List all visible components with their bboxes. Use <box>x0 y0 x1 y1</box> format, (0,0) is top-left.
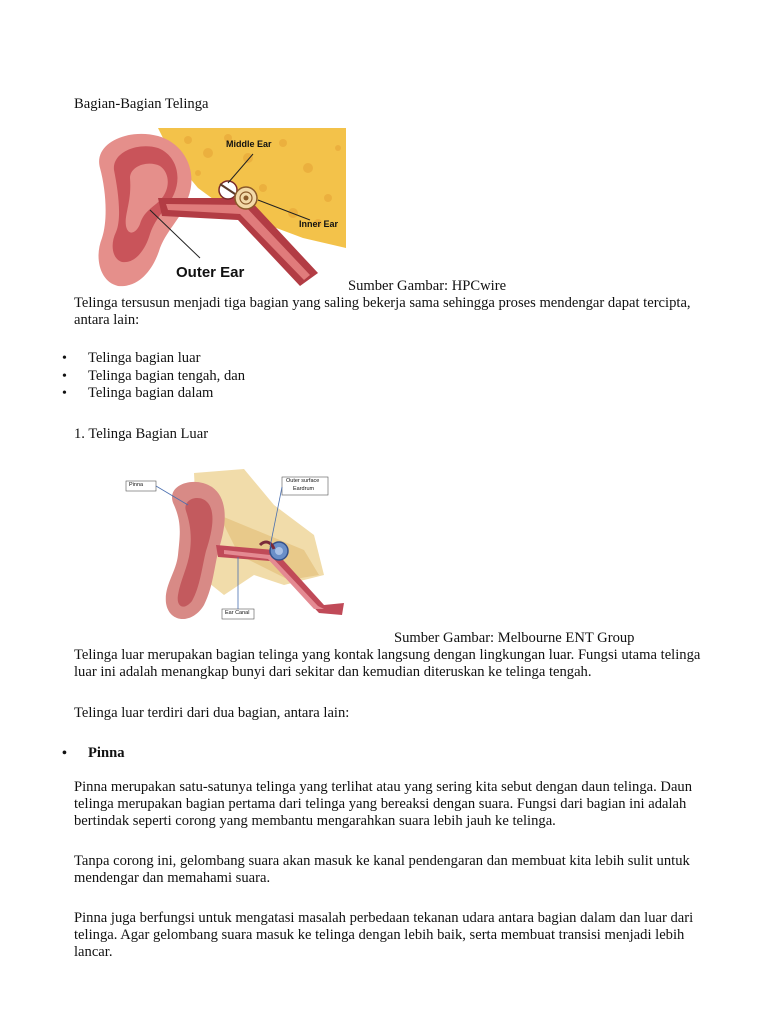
two-parts-paragraph: Telinga luar terdiri dari dua bagian, antara lain: <box>74 705 350 721</box>
ear-anatomy-figure <box>88 128 346 290</box>
label-outer-ear: Outer Ear <box>176 264 245 281</box>
list-item-pinna: • Pinna <box>62 745 125 763</box>
outer-ear-illustration <box>74 455 364 635</box>
list-item: • Telinga bagian luar <box>62 350 245 368</box>
pinna-paragraph-1: Pinna merupakan satu-satunya telinga yang terlihat atau yang sering kita sebut dengan daun telinga. Daun telinga merupakan bagian pertama dari telinga yang bereaksi dengan suara. Fungsi dari bagian ini adalah bertindak seperti corong yang membantu mengarahkan suara lebih jauh ke telinga. <box>74 779 693 829</box>
ear-parts-list <box>62 350 245 403</box>
pinna-list <box>62 745 125 763</box>
document-heading: Bagian-Bagian Telinga <box>74 96 209 112</box>
label-outer-surface: Outer surface <box>286 478 320 484</box>
label-middle-ear: Middle Ear <box>226 139 272 149</box>
pinna-paragraph-3: Pinna juga berfungsi untuk mengatasi masalah perbedaan tekanan udara antara bagian dalam dan luar dari telinga. Agar gelombang suara masuk ke telinga dengan lebih baik, serta membuat transisi menjadi lebih lancar. <box>74 910 694 960</box>
figure1-source: Sumber Gambar: HPCwire <box>348 278 507 294</box>
section-title: 1. Telinga Bagian Luar <box>74 426 209 442</box>
figure2-source: Sumber Gambar: Melbourne ENT Group <box>394 630 635 646</box>
label-pinna: Pinna <box>129 482 144 488</box>
label-eardrum: Eardrum <box>293 486 315 492</box>
list-item: • Telinga bagian tengah, dan <box>62 368 245 386</box>
intro-paragraph: Telinga tersusun menjadi tiga bagian yang saling bekerja sama sehingga proses mendengar dapat tercipta, antara lain: <box>74 295 691 328</box>
list-item: • Telinga bagian dalam <box>62 385 245 403</box>
outer-ear-figure <box>74 455 364 635</box>
outer-ear-paragraph: Telinga luar merupakan bagian telinga yang kontak langsung dengan lingkungan luar. Fungsi utama telinga luar ini adalah menangkap bunyi dari sekitar dan kemudian diteruskan ke telinga tengah. <box>74 647 701 680</box>
label-inner-ear: Inner Ear <box>299 219 339 229</box>
pinna-paragraph-2: Tanpa corong ini, gelombang suara akan masuk ke kanal pendengaran dan membuat kita lebih sulit untuk mendengar dan memahami suara. <box>74 853 690 886</box>
label-ear-canal: Ear Canal <box>225 610 250 616</box>
